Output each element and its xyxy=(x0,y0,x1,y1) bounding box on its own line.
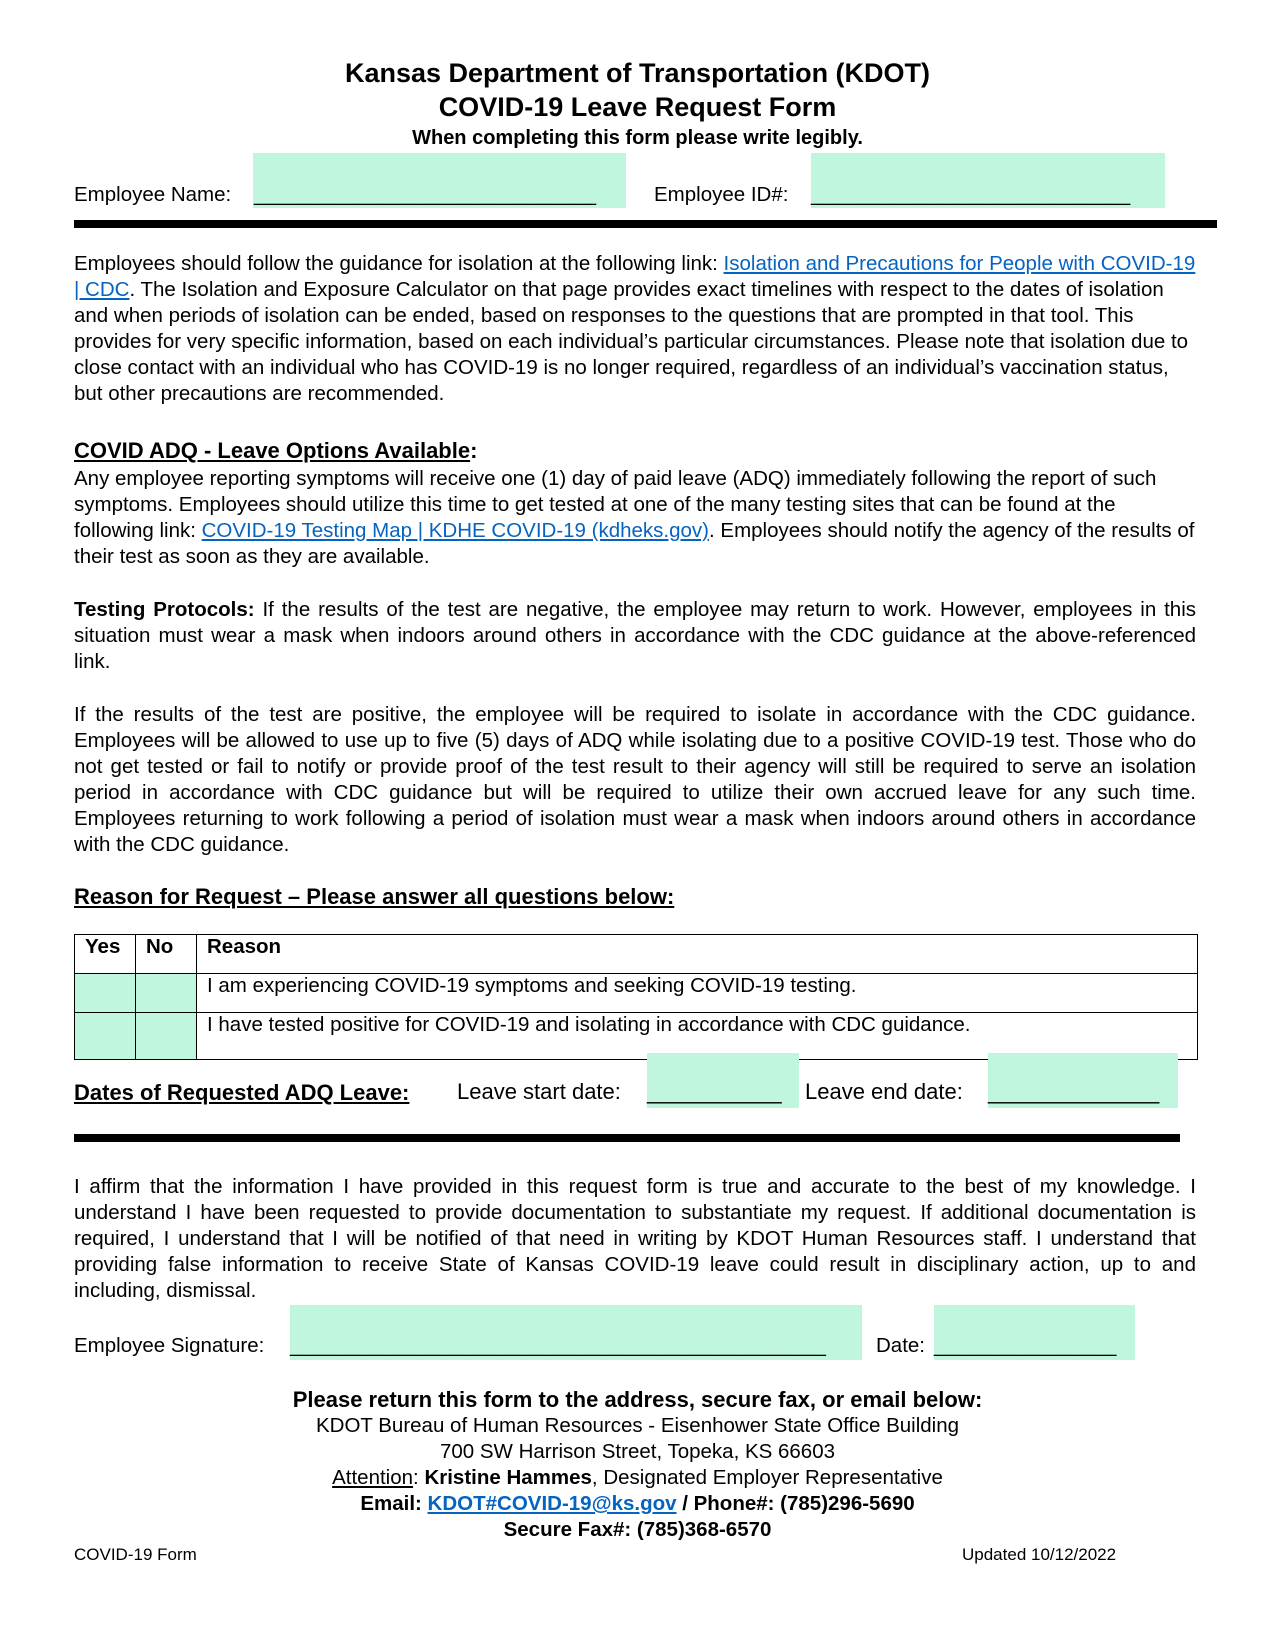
date-label: Date: xyxy=(876,1334,925,1357)
reason-heading: Reason for Request – Please answer all questions below: xyxy=(74,884,675,909)
divider-middle xyxy=(74,1134,1180,1142)
employee-id-label: Employee ID#: xyxy=(654,183,789,206)
leave-start-label: Leave start date: xyxy=(457,1079,621,1104)
adq-heading-colon: : xyxy=(470,438,478,463)
affirmation-paragraph: I affirm that the information I have provided in this request form is true and accurate to the best of my knowledge. I understand I have been requested to provide documentation to substantiate my request. If additional documentation is required, I understand that I will be notified of that need in writing by KDOT Human Resources staff. I understand that providing false information to receive State of Kansas COVID-19 leave could result in disciplinary action, up to and including, dismissal. xyxy=(74,1175,1196,1302)
employee-name-line: ______________________________ xyxy=(254,183,597,206)
employee-name-label: Employee Name: xyxy=(74,183,232,206)
signature-label: Employee Signature: xyxy=(74,1334,265,1357)
attention-name: Kristine Hammes xyxy=(424,1466,592,1489)
kdhe-testing-map-link[interactable]: COVID-19 Testing Map | KDHE COVID-19 (kdheks.gov) xyxy=(201,519,709,542)
reason-table xyxy=(74,934,1198,1060)
adq-heading xyxy=(74,438,477,464)
yes-checkbox-symptoms[interactable] xyxy=(75,974,136,1013)
intro-text-before: Employees should follow the guidance for isolation at the following link: xyxy=(74,252,724,275)
phone-number: / Phone#: (785)296-5690 xyxy=(676,1492,915,1515)
yes-checkbox-positive[interactable] xyxy=(75,1013,136,1060)
attention-role: , Designated Employer Representative xyxy=(591,1466,943,1489)
column-yes: Yes xyxy=(75,935,136,974)
return-address-line1: KDOT Bureau of Human Resources - Eisenhower State Office Building xyxy=(315,1414,960,1437)
column-no: No xyxy=(136,935,197,974)
adq-text-after: . Employees should notify the agency of the results of their test as soon as they are available. xyxy=(74,519,1195,568)
reason-table-header xyxy=(75,935,1198,974)
footer-form-name: COVID-19 Form xyxy=(74,1545,197,1564)
form-subtitle: COVID-19 Leave Request Form xyxy=(438,92,837,122)
column-reason: Reason xyxy=(197,935,1198,974)
intro-text-after: . The Isolation and Exposure Calculator on that page provides exact timelines with respect to the dates of isolation and when periods of isolation can be ended, based on responses to the questions that are prompted in that tool. This provides for very specific information, based on each individual’s particular circumstances. Please note that isolation due to close contact with an individual who has COVID-19 is no longer required, regardless of an individual’s vaccination status, but other precautions are recommended. xyxy=(74,278,1189,405)
no-checkbox-positive[interactable] xyxy=(136,1013,197,1060)
cdc-isolation-link[interactable]: Isolation and Precautions for People with COVID-19 | CDC xyxy=(74,252,1196,301)
divider-top xyxy=(74,220,1217,228)
employee-id-line: ____________________________ xyxy=(811,183,1131,206)
signature-line: _______________________________________________ xyxy=(290,1334,826,1357)
attention-line xyxy=(0,1466,1275,1490)
reason-positive: I have tested positive for COVID-19 and isolating in accordance with CDC guidance. xyxy=(197,1013,1198,1060)
footer-updated-date: Updated 10/12/2022 xyxy=(962,1545,1117,1564)
dates-heading: Dates of Requested ADQ Leave: xyxy=(74,1080,410,1105)
testing-protocols-label: Testing Protocols: xyxy=(74,598,255,621)
adq-text-before: Any employee reporting symptoms will receive one (1) day of paid leave (ADQ) immediately following the report of such symptoms. Employees should utilize this time to get tested at one of the many testing sites that can be found at the following link: xyxy=(74,467,1157,542)
isolation-guidance-paragraph xyxy=(74,251,1196,407)
attention-colon: : xyxy=(413,1466,425,1489)
adq-heading-text: COVID ADQ - Leave Options Available xyxy=(74,438,471,463)
return-heading: Please return this form to the address, secure fax, or email below: xyxy=(292,1387,983,1412)
leave-start-line: ___________ xyxy=(647,1079,782,1104)
email-link[interactable]: KDOT#COVID-19@ks.gov xyxy=(427,1492,677,1515)
adq-paragraph xyxy=(74,466,1196,570)
reason-symptoms: I am experiencing COVID-19 symptoms and seeking COVID-19 testing. xyxy=(197,974,1198,1013)
form-instruction: When completing this form please write legibly. xyxy=(412,127,863,149)
leave-end-line: ______________ xyxy=(988,1079,1160,1104)
no-checkbox-symptoms[interactable] xyxy=(136,974,197,1013)
form-title: Kansas Department of Transportation (KDOT) xyxy=(344,58,931,88)
contact-line xyxy=(0,1492,1275,1516)
leave-end-label: Leave end date: xyxy=(805,1079,963,1104)
testing-protocols-text: If the results of the test are negative, the employee may return to work. However, employees in this situation must wear a mask when indoors around others in accordance with the CDC guidance at the above-referenced link. xyxy=(74,598,1196,673)
attention-label: Attention xyxy=(332,1466,414,1489)
table-row xyxy=(75,974,1198,1013)
secure-fax: Secure Fax#: (785)368-6570 xyxy=(503,1518,772,1541)
date-line: ________________ xyxy=(934,1334,1117,1357)
testing-protocols-paragraph xyxy=(74,597,1196,675)
return-address-line2: 700 SW Harrison Street, Topeka, KS 66603 xyxy=(439,1440,836,1463)
email-label: Email: xyxy=(360,1492,428,1515)
positive-results-paragraph: If the results of the test are positive, the employee will be required to isolate in accordance with the CDC guidance. Employees will be allowed to use up to five (5) days of ADQ while isolating due to a positive COVID-19 test. Those who do not get tested or fail to notify or provide proof of the test result to their agency will still be required to serve an isolation period in accordance with CDC guidance but will be required to utilize their own accrued leave for any such time. Employees returning to work following a period of isolation must wear a mask when indoors around others in accordance with the CDC guidance. xyxy=(74,703,1196,856)
